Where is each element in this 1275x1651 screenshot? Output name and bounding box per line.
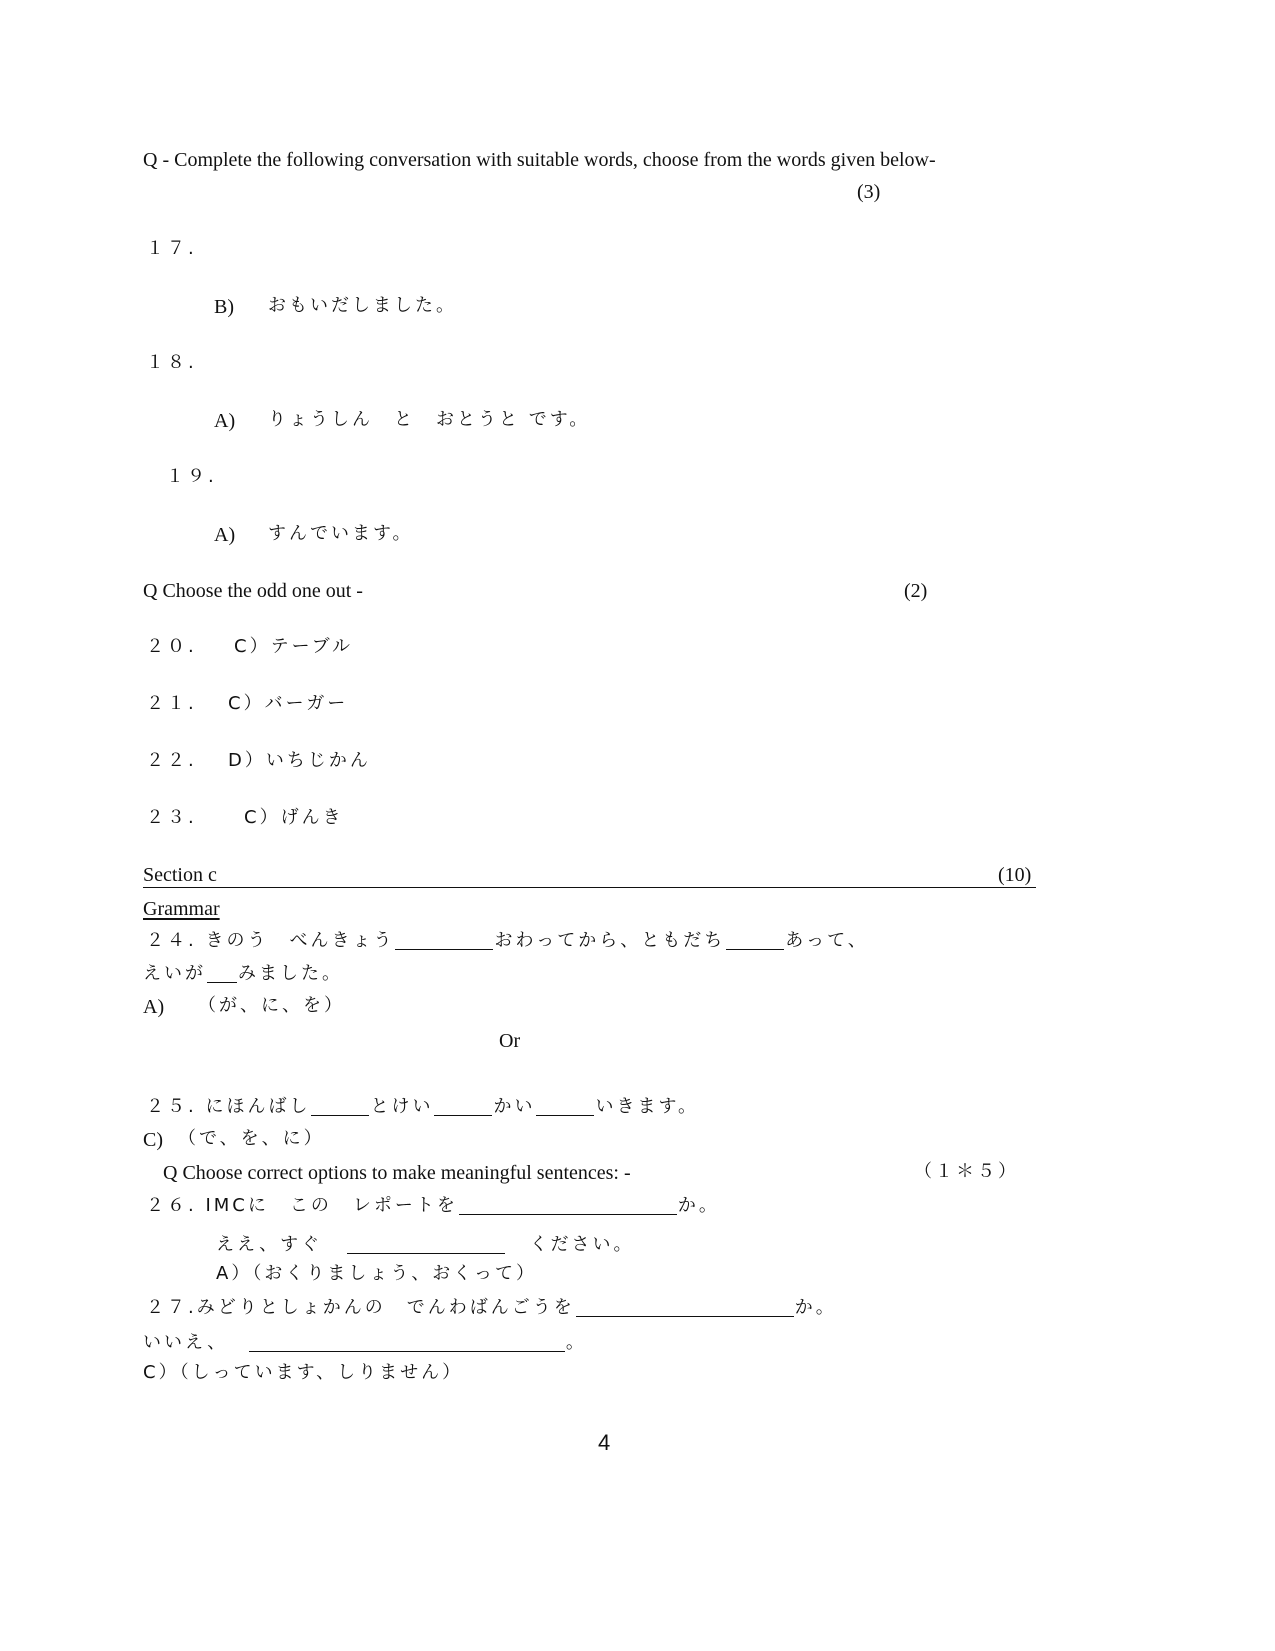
item-26-text-4: ください。 <box>529 1234 635 1255</box>
blank <box>207 964 237 983</box>
item-24-text-3: あって、 <box>785 930 869 951</box>
answer-text-23: C）げんき <box>244 807 344 828</box>
answer-text-19: すんでいます。 <box>268 523 414 544</box>
blank <box>536 1097 594 1116</box>
item-24-text-2: おわってから、ともだち <box>494 930 726 951</box>
answer-option-17: B) <box>214 296 234 318</box>
answer-text-22: D）いちじかん <box>228 750 371 771</box>
answer-text-27: C）（しっています、しりません） <box>143 1362 464 1383</box>
section-subheading: Grammar <box>143 898 220 920</box>
item-number-25: ２５. <box>146 1096 197 1117</box>
item-27-text-3: いいえ、 <box>143 1332 229 1353</box>
page-number: 4 <box>598 1430 611 1455</box>
blank <box>434 1097 492 1116</box>
item-24-line-2 <box>143 964 343 983</box>
blank <box>726 931 784 950</box>
item-26-text-2: か。 <box>677 1195 720 1216</box>
answer-option-19: A) <box>214 524 236 546</box>
section-title: Section c <box>143 864 217 886</box>
item-number-20: ２０. <box>146 636 197 657</box>
item-number-18: １８. <box>146 352 197 373</box>
item-26-text-3: ええ、すぐ <box>216 1234 323 1255</box>
section-marks: (10) <box>998 864 1032 886</box>
item-24-text-5: みました。 <box>238 963 343 984</box>
blank <box>576 1298 794 1317</box>
answer-option-24: A) <box>143 996 165 1018</box>
item-27-line-1 <box>146 1298 837 1317</box>
item-number-24: ２４. <box>146 930 197 951</box>
blank <box>249 1333 565 1352</box>
question-marks: (3) <box>857 181 881 203</box>
item-number-27: ２７. <box>146 1297 197 1318</box>
answer-text-26: A）（おくりましょう、おくって） <box>216 1263 537 1284</box>
blank <box>311 1097 369 1116</box>
item-25-text-4: いきます。 <box>595 1096 700 1117</box>
answer-option-18: A) <box>214 410 236 432</box>
item-number-19: １９. <box>166 466 217 487</box>
blank <box>395 931 493 950</box>
item-number-26: ２６. <box>146 1195 197 1216</box>
item-25-text-2: とけい <box>370 1096 434 1117</box>
blank <box>347 1235 505 1254</box>
answer-text-21: C）バーガー <box>228 693 349 714</box>
answer-choices-24: （が、に、を） <box>198 995 345 1016</box>
item-24-text-1: きのう べんきょう <box>205 930 395 951</box>
item-27-text-4: 。 <box>565 1332 587 1353</box>
item-25-line-1 <box>146 1097 699 1116</box>
item-24-line-1 <box>146 931 869 950</box>
question-instruction-odd-one-out: Q Choose the odd one out - <box>143 580 363 602</box>
item-number-22: ２２. <box>146 750 197 771</box>
question-marks: (2) <box>904 580 928 602</box>
answer-text-18: りょうしん と おとうと です。 <box>268 409 591 430</box>
item-number-17: １７. <box>146 238 197 259</box>
question-marks: （１＊５） <box>914 1161 1019 1182</box>
answer-text-17: おもいだしました。 <box>268 295 457 316</box>
item-number-21: ２１. <box>146 693 197 714</box>
item-24-text-4: えいが <box>143 963 206 984</box>
question-instruction-meaningful-sentences: Q Choose correct options to make meaningful sentences: - <box>163 1162 631 1184</box>
item-25-text-3: かい <box>493 1096 536 1117</box>
section-divider <box>143 887 1036 888</box>
question-instruction-complete: Q - Complete the following conversation with suitable words, choose from the words given below- <box>143 149 936 171</box>
or-separator: Or <box>499 1030 521 1052</box>
item-26-text-1: IMCに この レポートを <box>205 1195 458 1216</box>
item-number-23: ２３. <box>146 807 197 828</box>
answer-option-25: C) <box>143 1129 163 1151</box>
item-26-line-1 <box>146 1196 720 1215</box>
answer-text-20: C）テーブル <box>234 636 353 657</box>
item-27-line-2 <box>143 1333 587 1352</box>
item-27-text-1: みどりとしょかんの でんわばんごうを <box>196 1297 575 1318</box>
item-25-text-1: にほんばし <box>205 1096 311 1117</box>
item-27-text-2: か。 <box>794 1297 837 1318</box>
answer-choices-25: （で、を、に） <box>178 1128 325 1149</box>
item-26-line-2 <box>216 1235 635 1254</box>
blank <box>459 1196 677 1215</box>
